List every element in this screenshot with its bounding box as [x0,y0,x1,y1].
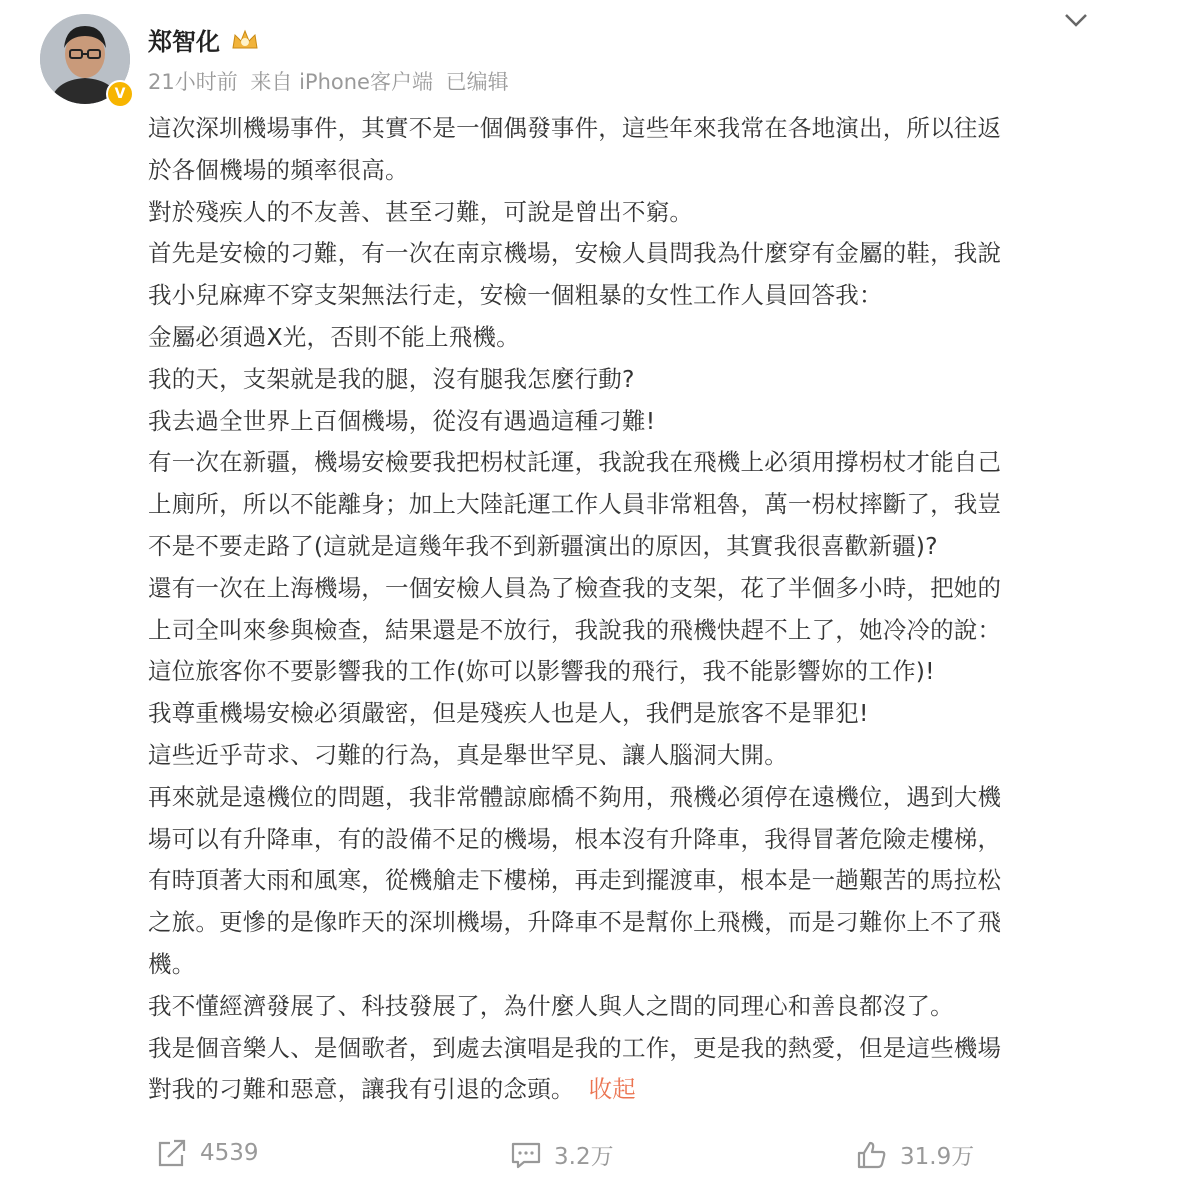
post-line: 首先是安檢的刁難，有一次在南京機場，安檢人員問我為什麼穿有金屬的鞋，我說 [148,239,1002,268]
repost-button[interactable] [156,1138,259,1168]
comment-button[interactable] [510,1138,614,1171]
username-text: 郑智化 [148,28,220,56]
vip-crown-icon [230,28,260,52]
comment-count: 3.2万 [554,1144,614,1170]
post-line: 我去過全世界上百個機場，從沒有遇過這種刁難! [148,406,656,435]
post-line: 我是個音樂人、是個歌者，到處去演唱是我的工作，更是我的熱愛，但是這些機場 [148,1033,1002,1062]
username[interactable] [148,22,260,57]
post-line: 上司全叫來參與檢查，結果還是不放行，我說我的飛機快趕不上了，她冷冷的說： [148,615,1002,644]
post-line: 這些近乎苛求、刁難的行為，真是舉世罕見、讓人腦洞大開。 [148,740,788,769]
action-bar [0,1138,1200,1182]
post-line: 有時頂著大雨和風寒，從機艙走下樓梯，再走到擺渡車，根本是一趟艱苦的馬拉松 [148,866,1002,895]
post-line: 我小兒麻痺不穿支架無法行走，安檢一個粗暴的女性工作人員回答我： [148,281,883,310]
post-source: 来自 iPhone客户端 [250,70,433,94]
post-line: 金屬必須過X光，否則不能上飛機。 [148,322,520,351]
repost-count: 4539 [200,1140,259,1166]
like-count: 31.9万 [900,1144,975,1170]
post-line: 我不懂經濟發展了、科技發展了，為什麼人與人之間的同理心和善良都沒了。 [148,991,954,1020]
post-meta [148,66,515,96]
post-line: 有一次在新疆，機場安檢要我把枴杖託運，我說我在飛機上必須用撐枴杖才能自己 [148,448,1002,477]
post-body [148,108,1108,1111]
post-edited: 已编辑 [445,70,509,94]
post-line: 之旅。更慘的是像昨天的深圳機場，升降車不是幫你上飛機，而是刁難你上不了飛 [148,908,1002,937]
post-line: 我的天，支架就是我的腿，沒有腿我怎麼行動? [148,364,635,393]
collapse-link[interactable]: 收起 [588,1075,637,1104]
post-line: 機。 [148,949,196,978]
verified-icon: V [106,80,134,108]
post-line: 對我的刁難和惡意，讓我有引退的念頭。 [148,1075,575,1104]
post-line: 再來就是遠機位的問題，我非常體諒廊橋不夠用，飛機必須停在遠機位，遇到大機 [148,782,1002,811]
post-line: 對於殘疾人的不友善、甚至刁難，可說是曾出不窮。 [148,197,694,226]
post-time: 21小时前 [148,70,238,94]
chevron-down-icon[interactable] [1062,8,1090,32]
comment-icon [510,1140,542,1170]
post-line: 場可以有升降車，有的設備不足的機場，根本沒有升降車，我得冒著危險走樓梯， [148,824,1002,853]
post-line: 上廁所，所以不能離身；加上大陸託運工作人員非常粗魯，萬一枴杖摔斷了，我豈 [148,490,1002,519]
post-line: 我尊重機場安檢必須嚴密，但是殘疾人也是人，我們是旅客不是罪犯! [148,699,869,728]
post-line: 不是不要走路了(這就是這幾年我不到新疆演出的原因，其實我很喜歡新疆)? [148,531,938,560]
thumbs-up-icon [856,1140,888,1170]
like-button[interactable] [856,1138,974,1171]
post-line: 這次深圳機場事件，其實不是一個偶發事件，這些年來我常在各地演出，所以往返 [148,114,1002,142]
post-line: 還有一次在上海機場，一個安檢人員為了檢查我的支架，花了半個多小時，把她的 [148,573,1002,602]
post-line: 這位旅客你不要影響我的工作(妳可以影響我的飛行，我不能影響妳的工作)! [148,657,935,686]
post-line: 於各個機場的頻率很高。 [148,155,409,184]
post-last-line [148,1069,1108,1111]
share-icon [156,1138,188,1168]
